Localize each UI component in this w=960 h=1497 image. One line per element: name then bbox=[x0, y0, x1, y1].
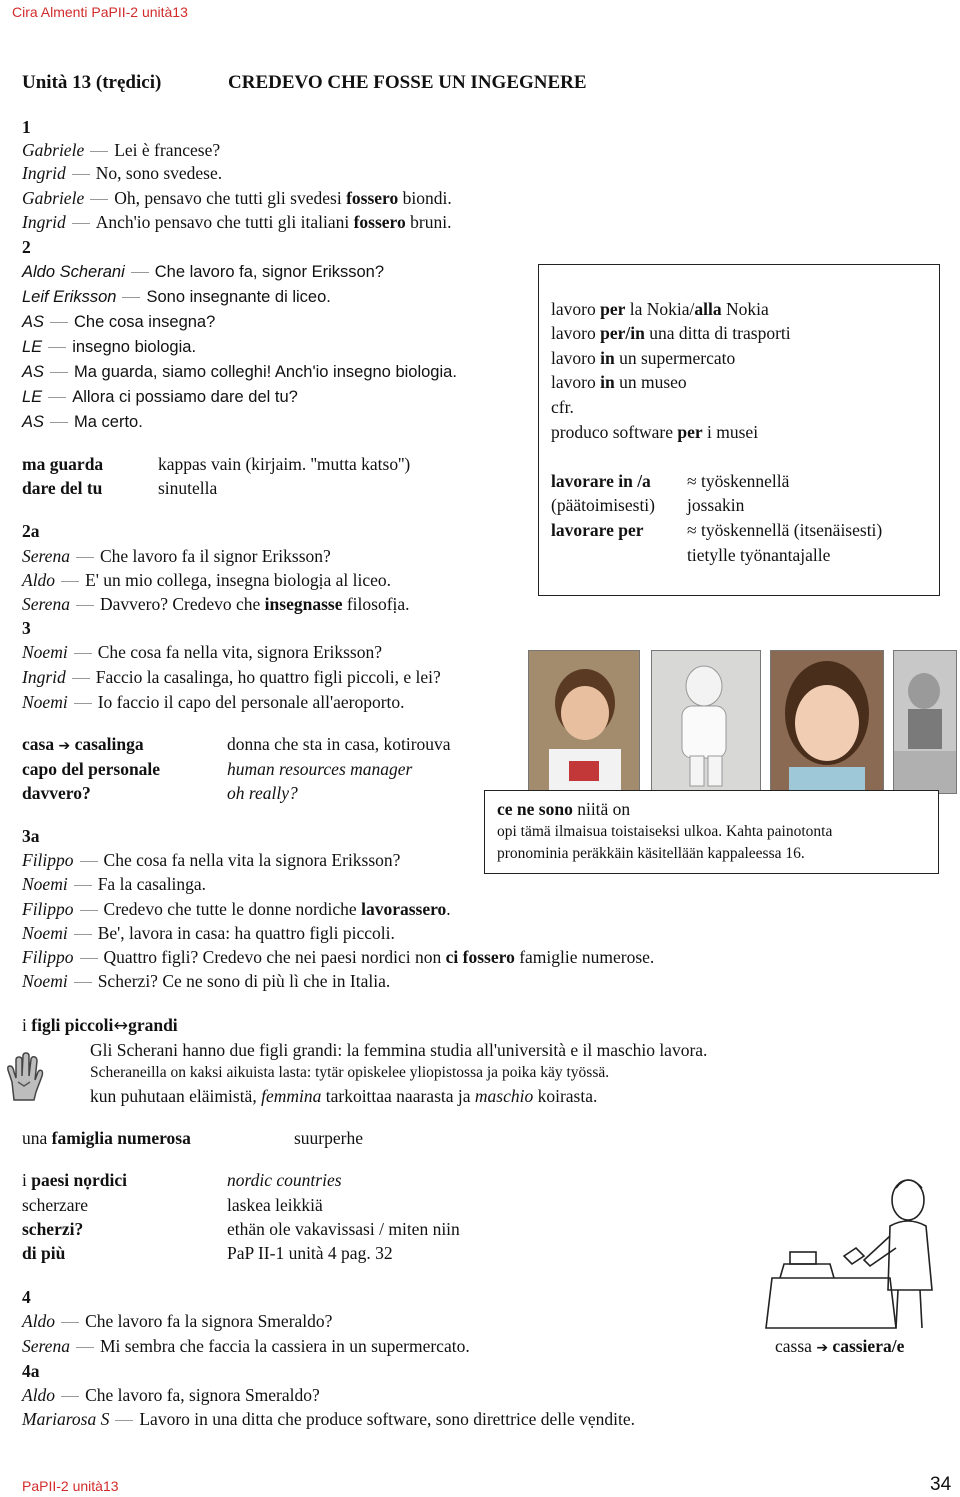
note-line: Scheraneilla on kaksi aikuista lasta: tytär opiskelee yliopistossa ja poika käy työssä. bbox=[90, 1064, 610, 1081]
dialogue-line: Filippo Che cosa fa nella vita la signora Eriksson? bbox=[22, 850, 401, 870]
child-photo bbox=[893, 650, 957, 794]
dialogue-line: Serena Mi sembra che faccia la cassiera in un supermercato. bbox=[22, 1336, 470, 1356]
note-line: lavoro per la Nokia/alla Nokia bbox=[551, 299, 769, 319]
dialogue-line: LE Allora ci possiamo dare del tu? bbox=[22, 388, 298, 406]
dialogue-line: AS Ma certo. bbox=[22, 413, 143, 431]
dialogue-line: AS Ma guarda, siamo colleghi! Anch'io insegno biologia. bbox=[22, 363, 457, 381]
dialogue-line: LE insegno biologia. bbox=[22, 338, 197, 356]
dialogue-line: Gabriele Lei è francese? bbox=[22, 140, 221, 160]
dialogue-line: Gabriele Oh, pensavo che tutti gli svedesi fossero biondi. bbox=[22, 188, 452, 208]
dialogue-line: Mariarosa S Lavoro in una ditta che produce software, sono direttrice delle vẹndite. bbox=[22, 1409, 636, 1429]
child-photo-drawing bbox=[652, 651, 760, 793]
hand-icon bbox=[4, 1052, 44, 1104]
page-number: 34 bbox=[930, 1474, 952, 1495]
glossary-term: dare del tu bbox=[22, 478, 103, 498]
glossary-definition: nordic countries bbox=[227, 1170, 342, 1190]
note-term: lavorare in /a bbox=[551, 471, 651, 491]
dialogue-line: Noemi Io faccio il capo del personale all'aeroporto. bbox=[22, 692, 405, 712]
glossary-definition: donna che sta in casa, kotirouva bbox=[227, 734, 451, 754]
dialogue-line: Noemi Fa la casalinga. bbox=[22, 874, 207, 894]
child-photo-drawing bbox=[894, 651, 956, 793]
glossary-term: cassa ➔ cassiera/e bbox=[775, 1336, 905, 1356]
section-number: 2 bbox=[22, 237, 31, 257]
dialogue-line: Aldo Scherani Che lavoro fa, signor Eriksson? bbox=[22, 263, 385, 281]
section-number: 3 bbox=[22, 618, 31, 638]
child-photo bbox=[528, 650, 640, 794]
child-photo bbox=[651, 650, 761, 794]
note-line: kun puhutaan eläimistä, femmina tarkoittaa naarasta ja maschio koirasta. bbox=[90, 1086, 598, 1106]
section-number: 4 bbox=[22, 1287, 31, 1307]
glossary-term: capo del personale bbox=[22, 759, 161, 779]
glossary-term: i paesi nọrdici bbox=[22, 1170, 128, 1190]
section-number: 2a bbox=[22, 521, 40, 541]
glossary-definition: laskea leikkiä bbox=[227, 1195, 323, 1215]
child-photo-drawing bbox=[529, 651, 639, 793]
glossary-term: ma guarda bbox=[22, 454, 104, 474]
dialogue-line: Serena Che lavoro fa il signor Eriksson? bbox=[22, 546, 331, 566]
dialogue-line: Filippo Quattro figli? Credevo che nei paesi nordici non ci fossero famiglie numerose. bbox=[22, 947, 655, 967]
glossary-term: una famiglia numerosa bbox=[22, 1128, 191, 1148]
glossary-definition: human resources manager bbox=[227, 759, 413, 779]
section-number: 1 bbox=[22, 117, 31, 137]
running-header: Cira Almenti PaPII-2 unità13 bbox=[12, 4, 188, 20]
dialogue-line: Noemi Scherzi? Ce ne sono di più lì che in Italia. bbox=[22, 971, 391, 991]
double-arrow-icon: ↔ bbox=[113, 1016, 129, 1036]
dialogue-line: Leif Eriksson Sono insegnante di liceo. bbox=[22, 288, 331, 306]
glossary-term: casa ➔ casalinga bbox=[22, 734, 144, 754]
unit-title: Unità 13 (trędici) bbox=[22, 72, 162, 93]
arrow-icon: ➔ bbox=[58, 738, 71, 754]
section-number: 3a bbox=[22, 826, 40, 846]
dialogue-line: Noemi Che cosa fa nella vita, signora Eriksson? bbox=[22, 642, 382, 662]
note-line: cfr. bbox=[551, 397, 574, 417]
section-number: 4a bbox=[22, 1361, 40, 1381]
glossary-definition: ethän ole vakavissasi / miten niin bbox=[227, 1219, 460, 1239]
note-line: lavoro in un museo bbox=[551, 372, 687, 392]
note-definition: tietylle työnantajalle bbox=[687, 545, 831, 565]
glossary-term: i figli piccoli↔grandi bbox=[22, 1015, 178, 1036]
cashier-illustration bbox=[760, 1160, 950, 1330]
note-term: lavorare per bbox=[551, 520, 644, 540]
dialogue-line: Aldo Che lavoro fa la signora Smeraldo? bbox=[22, 1311, 333, 1331]
glossary-term: di più bbox=[22, 1243, 66, 1263]
dialogue-line: Aldo E' un mio collega, insegna biologịa al liceo. bbox=[22, 570, 391, 590]
glossary-term: davvero? bbox=[22, 783, 91, 803]
lesson-title: CREDEVO CHE FOSSE UN INGEGNERE bbox=[228, 72, 587, 93]
dialogue-line: Ingrid Faccio la casalinga, ho quattro figli piccoli, e lei? bbox=[22, 667, 441, 687]
glossary-definition: PaP II-1 unità 4 pag. 32 bbox=[227, 1243, 393, 1263]
note-definition: ≈ työskennellä bbox=[687, 471, 790, 491]
note-line: Gli Scherani hanno due figli grandi: la femmina studia all'università e il maschio lavora. bbox=[90, 1040, 708, 1060]
note-line: produco software per i musei bbox=[551, 422, 759, 442]
glossary-term: scherzare bbox=[22, 1195, 89, 1215]
note-term: (päätoimisesti) bbox=[551, 495, 656, 515]
glossary-definition: oh really? bbox=[227, 783, 298, 803]
dialogue-line: Noemi Be', lavora in casa: ha quattro figli piccoli. bbox=[22, 923, 395, 943]
note-line: lavoro per/in una ditta di trasporti bbox=[551, 323, 791, 343]
glossary-definition: sinutella bbox=[158, 478, 218, 498]
dialogue-line: Aldo Che lavoro fa, signora Smeraldo? bbox=[22, 1385, 320, 1405]
dialogue-line: Filippo Credevo che tutte le donne nordiche lavorassero. bbox=[22, 899, 451, 919]
dialogue-line: Ingrid Anch'io pensavo che tutti gli italiani fossero bruni. bbox=[22, 212, 452, 232]
dialogue-line: AS Che cosa insegna? bbox=[22, 313, 216, 331]
note-line: opi tämä ilmaisua toistaiseksi ulkoa. Kahta painotonta bbox=[497, 823, 833, 840]
glossary-definition: suurperhe bbox=[294, 1128, 364, 1148]
note-line: ce ne sono niitä on bbox=[497, 799, 631, 819]
footer-label: PaPII-2 unità13 bbox=[22, 1478, 119, 1494]
child-photo bbox=[770, 650, 884, 794]
dialogue-line: Serena Davvero? Credevo che insegnasse filosofịa. bbox=[22, 594, 410, 614]
note-line: pronominia peräkkäin käsitellään kappaleessa 16. bbox=[497, 845, 805, 862]
child-photo-drawing bbox=[771, 651, 883, 793]
glossary-definition: kappas vain (kirjaim. ''mutta katso'') bbox=[158, 454, 411, 474]
note-line: lavoro in un supermercato bbox=[551, 348, 736, 368]
arrow-icon: ➔ bbox=[816, 1340, 829, 1356]
note-definition: jossakin bbox=[687, 495, 745, 515]
glossary-term: scherzi? bbox=[22, 1219, 84, 1239]
note-definition: ≈ työskennellä (itsenäisesti) bbox=[687, 520, 883, 540]
dialogue-line: Ingrid No, sono svedese. bbox=[22, 163, 223, 183]
